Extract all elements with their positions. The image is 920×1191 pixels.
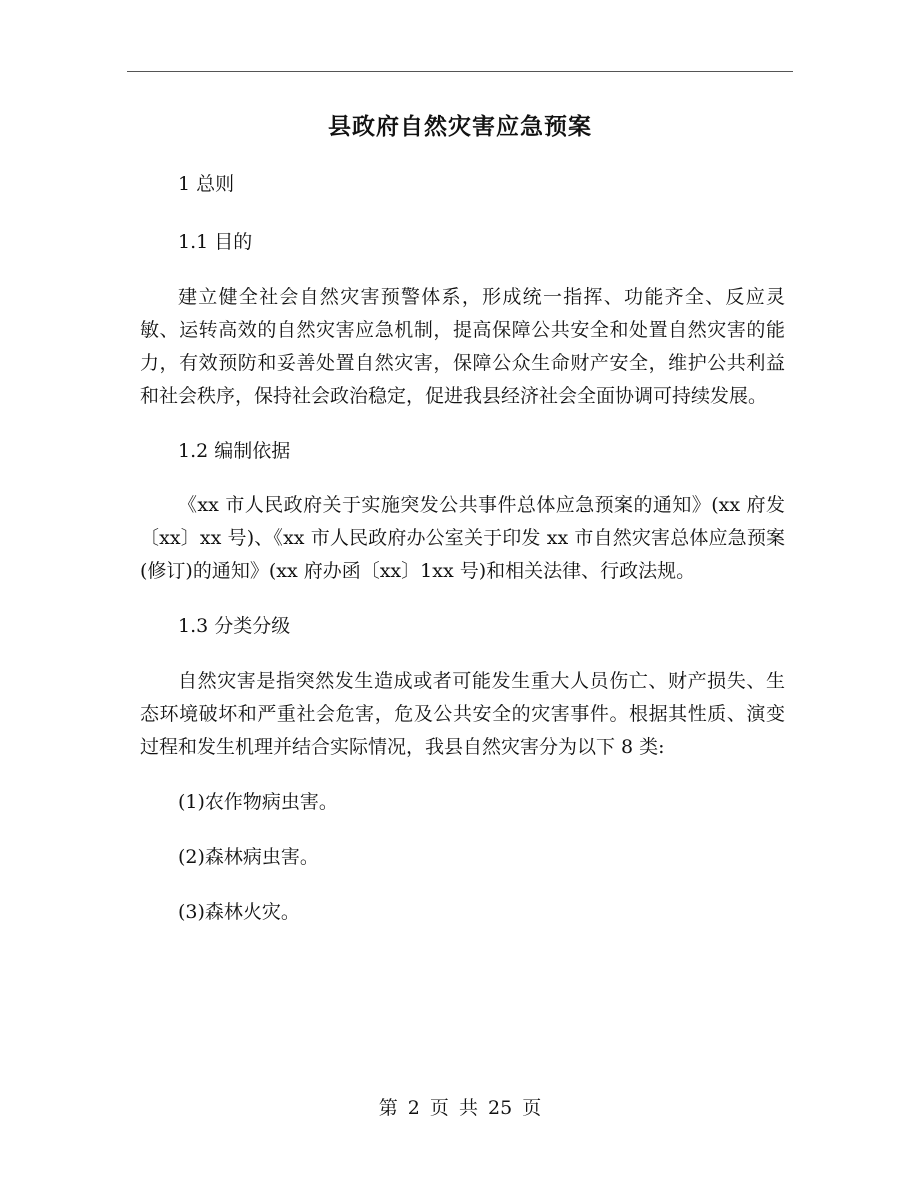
section-heading-purpose: 1.1 目的 (178, 231, 253, 253)
paragraph-purpose: 建立健全社会自然灾害预警体系，形成统一指挥、功能齐全、反应灵敏、运转高效的自然灾害应急机制，提高保障公共安全和处置自然灾害的能力，有效预防和妥善处置自然灾害，保障公众生命财产安全，维护公共利益和社会秩序，保持社会政治稳定，促进我县经济社会全面协调可持续发展。 (140, 286, 785, 407)
document-title: 县政府自然灾害应急预案 (328, 113, 592, 140)
page-number: 第 2 页 共 25 页 (378, 1097, 542, 1119)
list-item: (3)森林火灾。 (178, 901, 300, 923)
section-heading-basis: 1.2 编制依据 (178, 440, 291, 462)
list-item: (2)森林病虫害。 (178, 846, 319, 868)
section-heading-general: 1 总则 (178, 173, 235, 195)
document-body (140, 168, 785, 951)
paragraph-basis: 《xx 市人民政府关于实施突发公共事件总体应急预案的通知》(xx 府发〔xx〕xx 号)、《xx 市人民政府办公室关于印发 xx 市自然灾害总体应急预案(修订)的通知》(xx 府办函〔xx〕1xx 号)和相关法律、行政法规。 (140, 494, 785, 582)
section-heading-classification: 1.3 分类分级 (178, 615, 291, 637)
paragraph-classification: 自然灾害是指突然发生造成或者可能发生重大人员伤亡、财产损失、生态环境破坏和严重社会危害，危及公共安全的灾害事件。根据其性质、演变过程和发生机理并结合实际情况，我县自然灾害分为以下 8 类: (140, 670, 785, 758)
header-rule (127, 71, 793, 72)
list-item: (1)农作物病虫害。 (178, 791, 338, 813)
